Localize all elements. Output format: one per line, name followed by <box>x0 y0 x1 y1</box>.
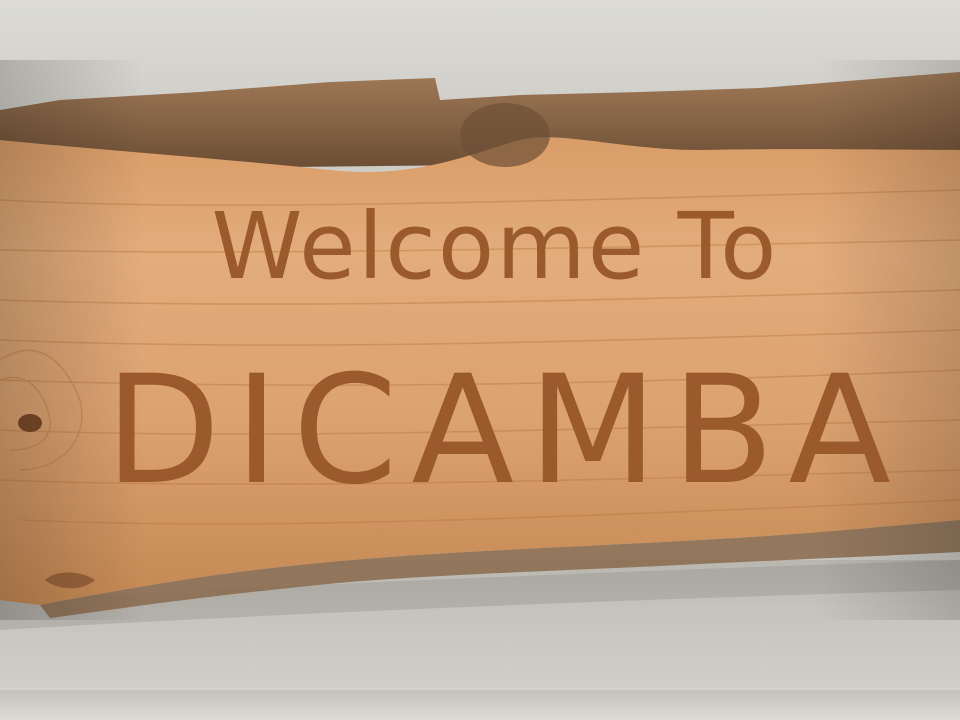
sign-line-welcome: Welcome To <box>211 193 779 300</box>
board-shading <box>0 60 960 620</box>
sign-line-dicamba: DICAMBA <box>104 344 906 518</box>
